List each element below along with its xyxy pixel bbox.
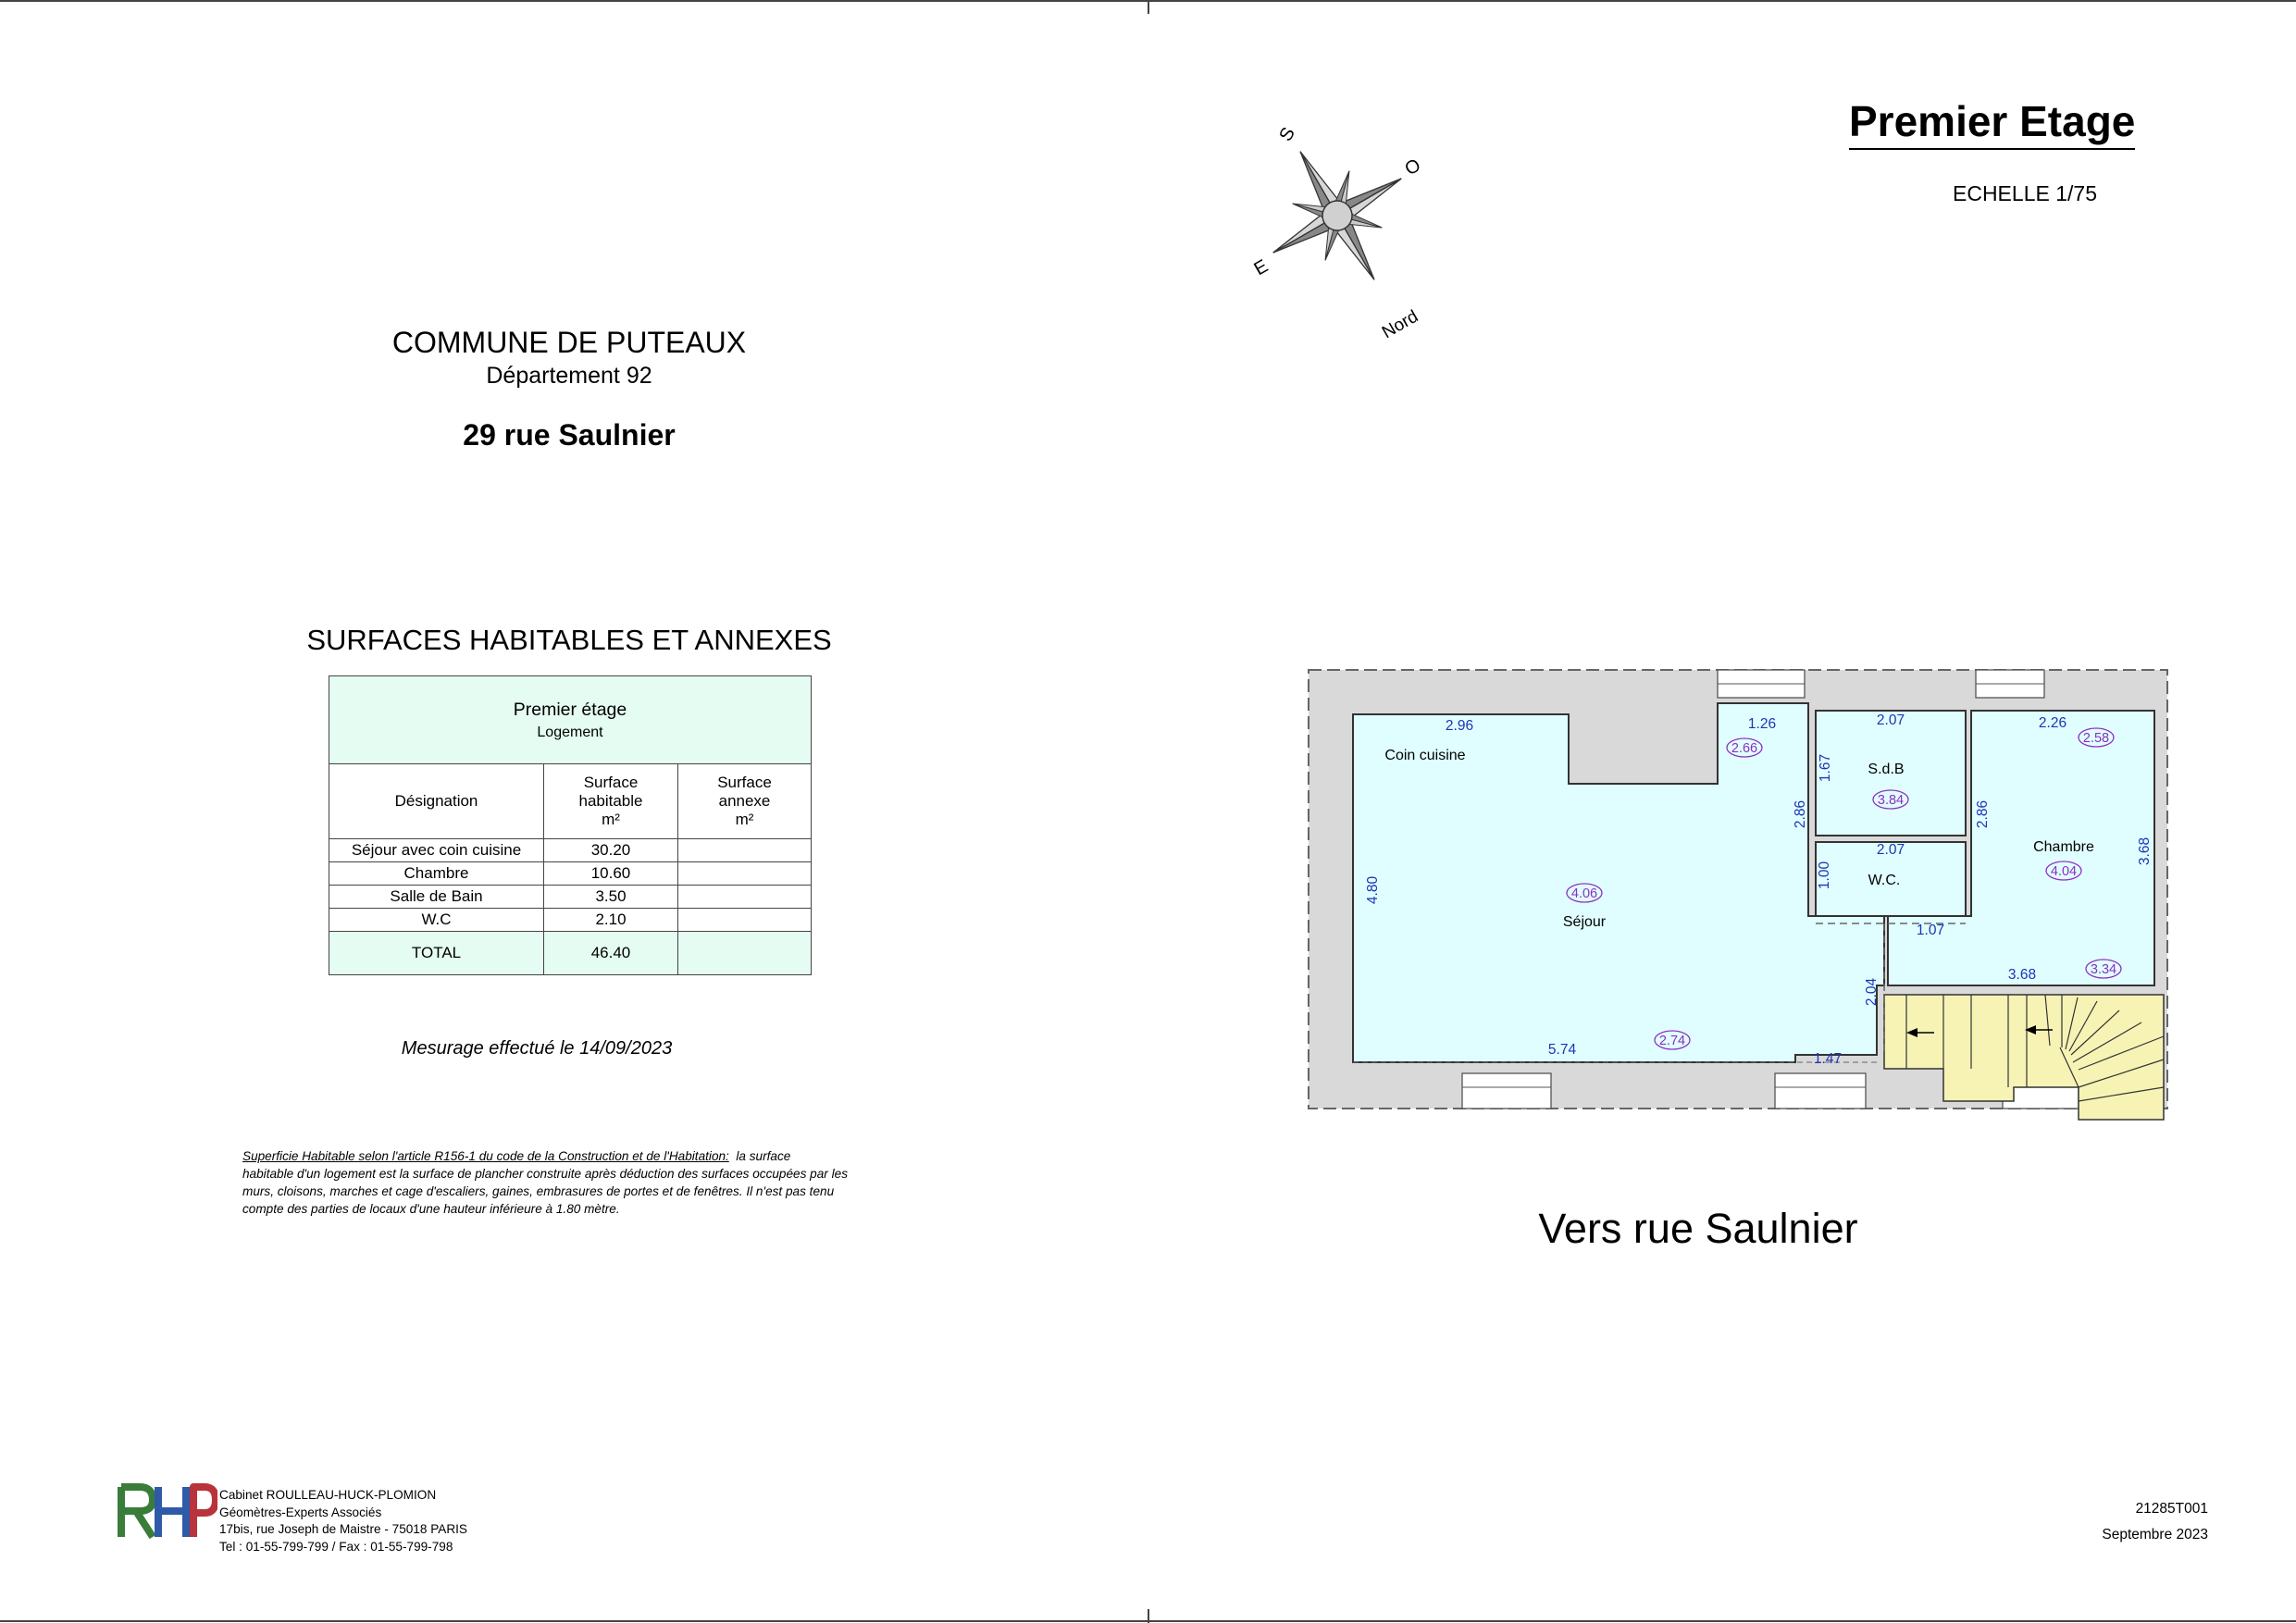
dim-wc-height: 1.00 bbox=[1817, 861, 1832, 890]
surfaces-table bbox=[329, 675, 812, 975]
dim-kitchen-width: 2.96 bbox=[1445, 718, 1474, 734]
legal-note: Superficie Habitable selon l'article R156-1 du code de la Construction et de l'Habitation: la surface habitable d'un logement est la surface de plancher construite après déduction des surfaces occupées par les murs, cloisons, marches et cage d'escaliers, gaines, embrasures de portes et de fenêtres. Il n'est pas tenu compte des parties de locaux d'une hauteur inférieure à 1.80 mètre. bbox=[242, 1149, 848, 1216]
height-living-bottom: 2.74 bbox=[1658, 1034, 1686, 1048]
cabinet-logo-icon bbox=[116, 1483, 217, 1541]
dim-living-bottom-width: 5.74 bbox=[1547, 1042, 1577, 1058]
dim-right-wall-height: 2.86 bbox=[1975, 799, 1991, 829]
total-row: TOTAL 46.40 bbox=[329, 932, 812, 975]
document-reference: 21285T001 bbox=[2135, 1501, 2208, 1517]
compass-north-label: Nord bbox=[1379, 306, 1422, 343]
dim-bed-height: 3.68 bbox=[2137, 836, 2153, 866]
room-label-wc: W.C. bbox=[1868, 873, 1901, 888]
bottom-fold-mark bbox=[1148, 1609, 1149, 1623]
cabinet-address: Cabinet ROULLEAU-HUCK-PLOMION Géomètres-Experts Associés 17bis, rue Joseph de Maistre - 75018 PARIS Tel : 01-55-799-799 / Fax : 01-55-799-798 bbox=[219, 1488, 467, 1554]
room-label-kitchen: Coin cuisine bbox=[1384, 748, 1466, 763]
dim-wc-width: 2.07 bbox=[1876, 842, 1905, 858]
survey-date: Mesurage effectué le 14/09/2023 bbox=[401, 1038, 673, 1059]
room-label-bedroom: Chambre bbox=[2033, 839, 2094, 855]
dim-passage-width: 1.26 bbox=[1747, 716, 1777, 732]
window-bottom-2 bbox=[1775, 1073, 1866, 1109]
table-row: Séjour avec coin cuisine 30.20 bbox=[329, 839, 812, 862]
table-header bbox=[329, 676, 812, 764]
height-passage: 2.66 bbox=[1731, 741, 1758, 756]
height-bathroom: 3.84 bbox=[1877, 793, 1905, 808]
street-label: Vers rue Saulnier bbox=[1538, 1205, 1858, 1252]
dim-left-wall-height: 2.86 bbox=[1793, 799, 1808, 829]
dim-bath-width: 2.07 bbox=[1876, 712, 1905, 728]
compass-east-label: E bbox=[1250, 255, 1272, 280]
unit-type-label: Logement bbox=[537, 724, 603, 740]
dim-living-step-width: 1.47 bbox=[1813, 1051, 1843, 1067]
document-date: Septembre 2023 bbox=[2102, 1527, 2208, 1542]
compass-west-label: O bbox=[1401, 155, 1424, 180]
dim-bed-bottom-width: 3.68 bbox=[2007, 967, 2037, 983]
height-bedroom: 4.04 bbox=[2050, 864, 2078, 879]
table-row: Salle de Bain 3.50 bbox=[329, 886, 812, 909]
table-row: W.C 2.10 bbox=[329, 909, 812, 932]
commune-title: COMMUNE DE PUTEAUX bbox=[391, 326, 747, 359]
room-label-living: Séjour bbox=[1562, 914, 1607, 930]
address-title: 29 rue Saulnier bbox=[463, 418, 676, 452]
col-habitable: Surface habitable m² bbox=[544, 764, 678, 839]
room-label-bathroom: S.d.B bbox=[1868, 762, 1905, 777]
legal-heading: Superficie Habitable selon l'article R156-1 du code de la Construction et de l'Habitation: bbox=[242, 1149, 729, 1163]
height-bedroom-top: 2.58 bbox=[2082, 731, 2110, 746]
dim-living-height: 4.80 bbox=[1365, 875, 1381, 905]
window-bottom-1 bbox=[1462, 1073, 1551, 1109]
compass-rose-icon bbox=[1226, 120, 1439, 361]
height-living: 4.06 bbox=[1570, 886, 1598, 901]
department-label: Département 92 bbox=[486, 363, 652, 389]
dim-wc-door: 1.07 bbox=[1916, 923, 1945, 938]
height-bedroom-bottom: 3.34 bbox=[2090, 962, 2117, 977]
scale-label: ECHELLE 1/75 bbox=[1953, 181, 2097, 205]
compass-south-label: S bbox=[1275, 123, 1300, 145]
dim-bed-top-width: 2.26 bbox=[2038, 715, 2067, 731]
col-designation: Désignation bbox=[329, 764, 544, 839]
floor-label: Premier étage bbox=[513, 699, 627, 720]
dim-stair-height: 2.04 bbox=[1864, 977, 1880, 1007]
top-fold-mark bbox=[1148, 0, 1149, 14]
table-row: Chambre 10.60 bbox=[329, 862, 812, 886]
floor-title: Premier Etage bbox=[1849, 96, 2135, 150]
floor-plan bbox=[1305, 666, 2175, 1129]
dim-bath-height: 1.67 bbox=[1818, 753, 1833, 783]
col-annexe: Surface annexe m² bbox=[678, 764, 812, 839]
surfaces-title: SURFACES HABITABLES ET ANNEXES bbox=[306, 624, 832, 656]
